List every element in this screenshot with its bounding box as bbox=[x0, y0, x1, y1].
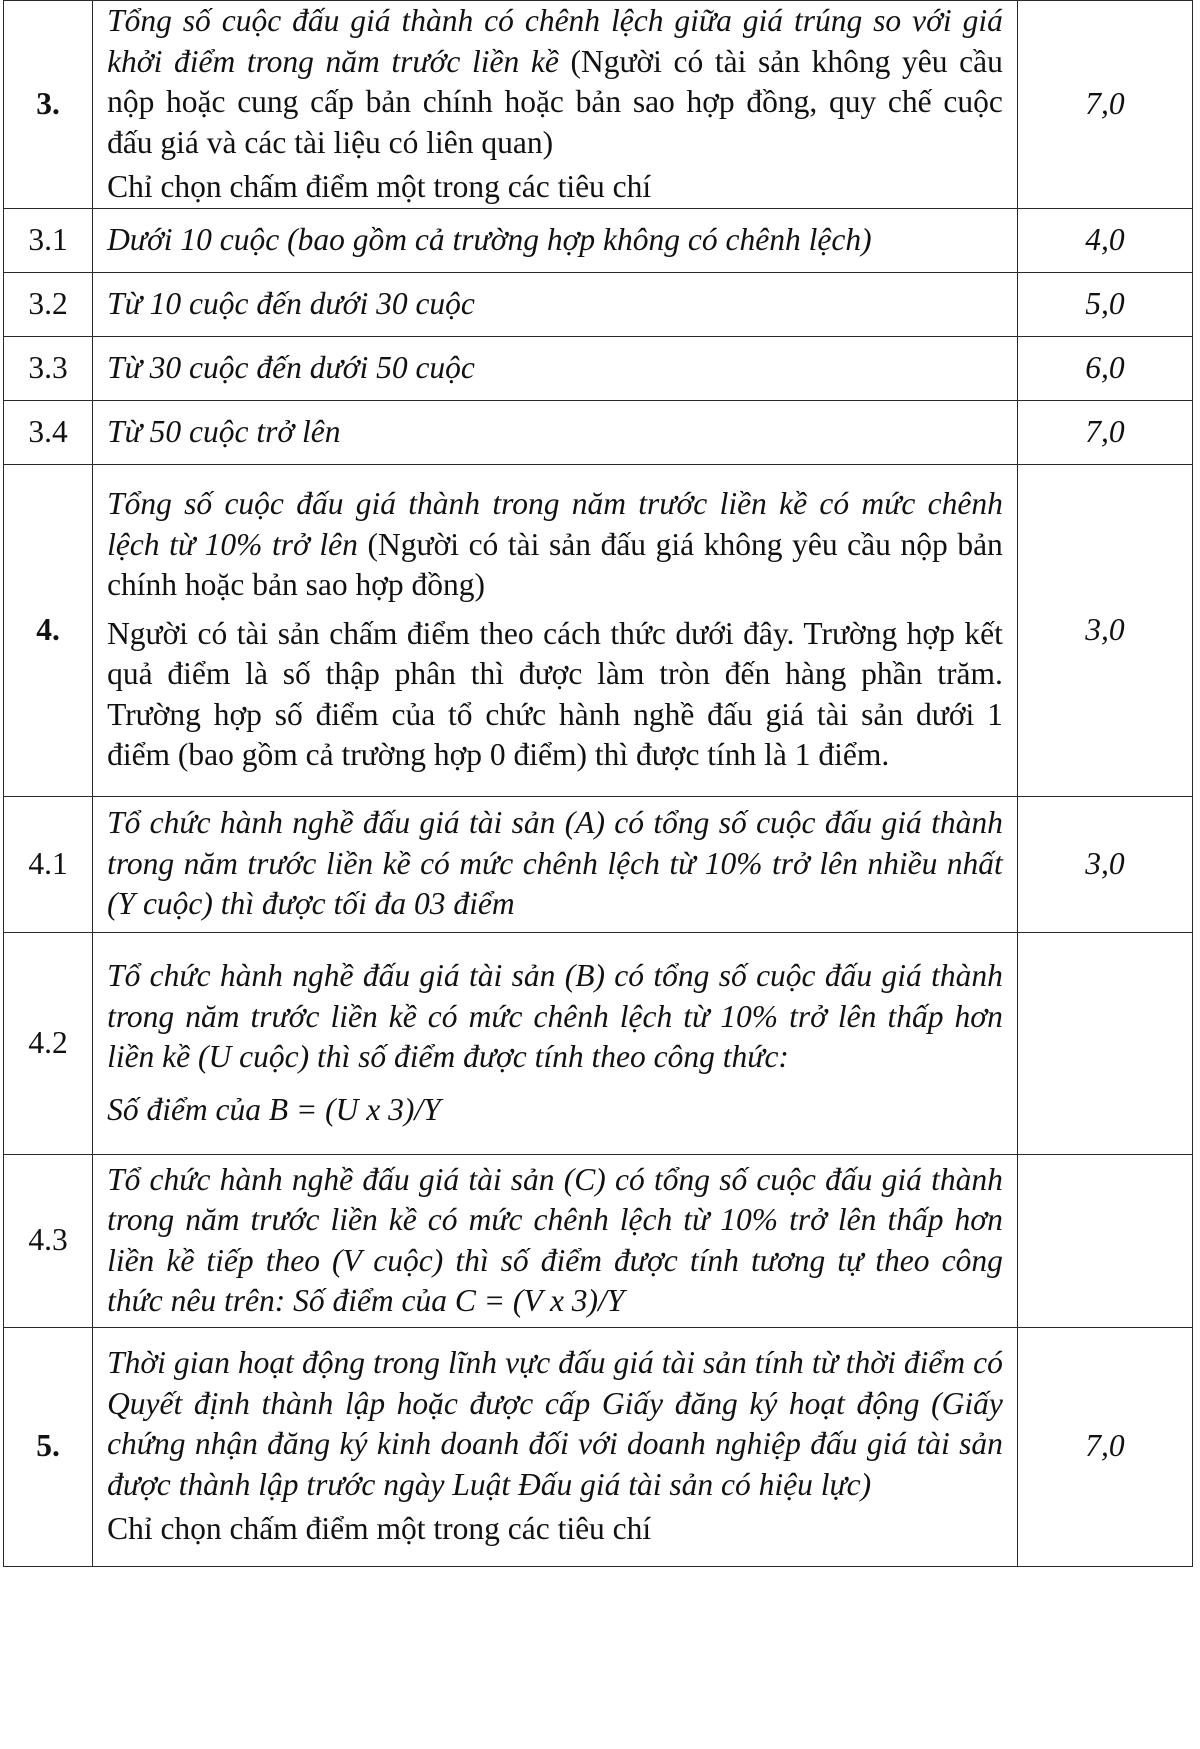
criterion-number: 4.2 bbox=[4, 932, 93, 1154]
criterion-number: 5. bbox=[4, 1327, 93, 1566]
criterion-score: 3,0 bbox=[1017, 796, 1192, 932]
criterion-score: 6,0 bbox=[1017, 336, 1192, 400]
table-row bbox=[4, 464, 1193, 796]
criterion-description: Dưới 10 cuộc (bao gồm cả trường hợp không có chênh lệch) bbox=[93, 208, 1018, 272]
table-row bbox=[4, 1, 1193, 209]
criterion-description bbox=[93, 1, 1018, 209]
criterion-score: 4,0 bbox=[1017, 208, 1192, 272]
criterion-score: 5,0 bbox=[1017, 272, 1192, 336]
criterion-number: 3.2 bbox=[4, 272, 93, 336]
criterion-number: 3.4 bbox=[4, 400, 93, 464]
table-row bbox=[4, 1327, 1193, 1566]
criterion-description: Tổ chức hành nghề đấu giá tài sản (C) có tổng số cuộc đấu giá thành trong năm trước liền kề có mức chênh lệch từ 10% trở lên thấp hơn liền kề tiếp theo (V cuộc) thì số điểm được tính tương tự theo công thức nêu trên: Số điểm của C = (V x 3)/Y bbox=[93, 1154, 1018, 1327]
criterion-number: 3.3 bbox=[4, 336, 93, 400]
criterion-score bbox=[1017, 1154, 1192, 1327]
criterion-description: Từ 10 cuộc đến dưới 30 cuộc bbox=[93, 272, 1018, 336]
criterion-description: Từ 30 cuộc đến dưới 50 cuộc bbox=[93, 336, 1018, 400]
criterion-score: 7,0 bbox=[1017, 400, 1192, 464]
criterion-score: 7,0 bbox=[1017, 1327, 1192, 1566]
criterion-score bbox=[1017, 932, 1192, 1154]
criterion-number: 4.1 bbox=[4, 796, 93, 932]
criterion-description: Từ 50 cuộc trở lên bbox=[93, 400, 1018, 464]
table-row bbox=[4, 208, 1193, 272]
criterion-description bbox=[93, 1327, 1018, 1566]
criterion-instruction: Chỉ chọn chấm điểm một trong các tiêu chí bbox=[107, 1511, 652, 1547]
criterion-heading-note: (Người có tài sản đấu giá không yêu cầu nộp bản chính hoặc bản sao hợp đồng) bbox=[107, 526, 1003, 603]
criterion-instruction: Người có tài sản chấm điểm theo cách thức dưới đây. Trường hợp kết quả điểm là số thập phân thì được làm tròn đến hàng phần trăm. Trường hợp số điểm của tổ chức hành nghề đấu giá tài sản dưới 1 điểm (bao gồm cả trường hợp 0 điểm) thì được tính là 1 điểm. bbox=[107, 615, 1003, 773]
criterion-description bbox=[93, 464, 1018, 796]
criterion-heading-note: (Người có tài sản không yêu cầu nộp hoặc cung cấp bản chính hoặc bản sao hợp đồng, quy chế cuộc đấu giá và các tài liệu có liên quan) bbox=[107, 43, 1003, 160]
scoring-criteria-table bbox=[3, 0, 1193, 1567]
criterion-score: 7,0 bbox=[1017, 1, 1192, 209]
criterion-heading: Tổng số cuộc đấu giá thành trong năm trước liền kề có mức chênh lệch từ 10% trở lên bbox=[107, 486, 1003, 562]
criterion-number: 3. bbox=[4, 1, 93, 209]
table-row bbox=[4, 932, 1193, 1154]
criterion-instruction: Chỉ chọn chấm điểm một trong các tiêu chí bbox=[107, 169, 652, 204]
table-row bbox=[4, 400, 1193, 464]
table-row bbox=[4, 796, 1193, 932]
criterion-description: Tổ chức hành nghề đấu giá tài sản (A) có tổng số cuộc đấu giá thành trong năm trước liền kề có mức chênh lệch từ 10% trở lên nhiều nhất (Y cuộc) thì được tối đa 03 điểm bbox=[93, 796, 1018, 932]
table-row bbox=[4, 272, 1193, 336]
criterion-description bbox=[93, 932, 1018, 1154]
criterion-heading: Thời gian hoạt động trong lĩnh vực đấu giá tài sản tính từ thời điểm có Quyết định thành lập hoặc được cấp Giấy đăng ký hoạt động (Giấy chứng nhận đăng ký kinh doanh đối với doanh nghiệp đấu giá tài sản được thành lập trước ngày Luật Đấu giá tài sản có hiệu lực) bbox=[107, 1345, 1003, 1502]
table-row bbox=[4, 336, 1193, 400]
table-row bbox=[4, 1154, 1193, 1327]
criterion-number: 4. bbox=[4, 464, 93, 796]
criterion-formula: Số điểm của B = (U x 3)/Y bbox=[107, 1091, 441, 1127]
criterion-number: 3.1 bbox=[4, 208, 93, 272]
criterion-text: Tổ chức hành nghề đấu giá tài sản (B) có tổng số cuộc đấu giá thành trong năm trước liền kề có mức chênh lệch từ 10% trở lên thấp hơn liền kề (U cuộc) thì số điểm được tính theo công thức: bbox=[107, 958, 1003, 1074]
criterion-heading: Tổng số cuộc đấu giá thành có chênh lệch giữa giá trúng so với giá khởi điểm trong năm trước liền kề bbox=[107, 3, 1003, 79]
criterion-number: 4.3 bbox=[4, 1154, 93, 1327]
criterion-score: 3,0 bbox=[1017, 464, 1192, 796]
